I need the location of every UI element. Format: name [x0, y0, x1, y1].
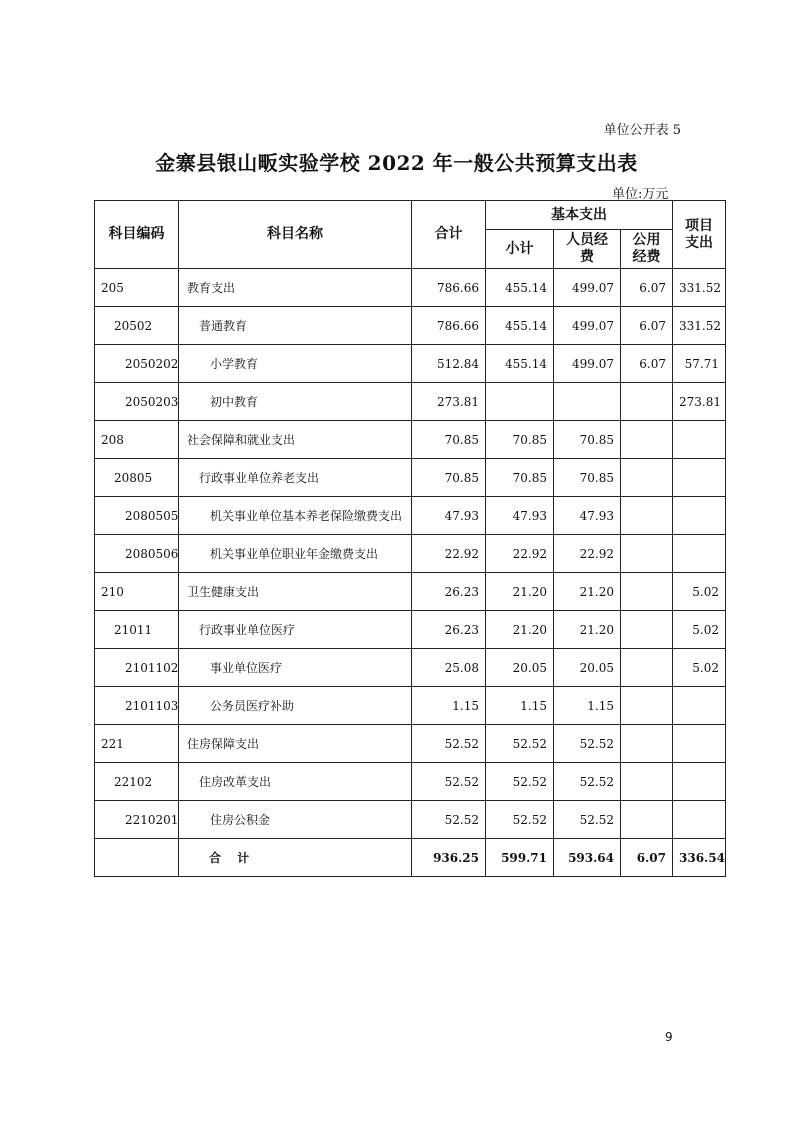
cell-total: 936.25 [412, 839, 486, 877]
cell-personnel: 20.05 [554, 649, 621, 687]
cell-total: 25.08 [412, 649, 486, 687]
cell-total: 52.52 [412, 763, 486, 801]
cell-personnel: 47.93 [554, 497, 621, 535]
cell-subtotal: 455.14 [486, 307, 554, 345]
cell-public [621, 649, 673, 687]
cell-code: 2050202 [95, 345, 179, 383]
cell-code [95, 839, 179, 877]
cell-personnel: 70.85 [554, 421, 621, 459]
cell-public [621, 763, 673, 801]
table-row [95, 573, 726, 611]
cell-personnel: 52.52 [554, 801, 621, 839]
table-row [95, 345, 726, 383]
cell-public: 6.07 [621, 345, 673, 383]
cell-subtotal: 52.52 [486, 725, 554, 763]
cell-total: 512.84 [412, 345, 486, 383]
col-header-project-text: 项目支出 [684, 217, 713, 251]
cell-total: 786.66 [412, 269, 486, 307]
cell-subtotal: 47.93 [486, 497, 554, 535]
cell-public [621, 801, 673, 839]
cell-project: 5.02 [673, 649, 726, 687]
page-number: 9 [665, 1030, 673, 1044]
cell-personnel: 1.15 [554, 687, 621, 725]
cell-subtotal: 21.20 [486, 611, 554, 649]
unit-label: 单位:万元 [612, 187, 669, 202]
cell-total: 52.52 [412, 725, 486, 763]
cell-project: 336.54 [673, 839, 726, 877]
cell-project: 273.81 [673, 383, 726, 421]
cell-subtotal: 70.85 [486, 421, 554, 459]
cell-public [621, 611, 673, 649]
table-row [95, 535, 726, 573]
cell-name: 行政事业单位医疗 [179, 611, 412, 649]
cell-project [673, 421, 726, 459]
cell-public [621, 383, 673, 421]
table-row [95, 801, 726, 839]
total-row [95, 839, 726, 877]
cell-total: 22.92 [412, 535, 486, 573]
cell-name: 社会保障和就业支出 [179, 421, 412, 459]
cell-project [673, 763, 726, 801]
table-row [95, 725, 726, 763]
cell-public [621, 497, 673, 535]
cell-personnel: 52.52 [554, 725, 621, 763]
cell-name: 教育支出 [179, 269, 412, 307]
cell-code: 2101103 [95, 687, 179, 725]
cell-subtotal: 1.15 [486, 687, 554, 725]
budget-table [94, 200, 726, 877]
table-row [95, 307, 726, 345]
cell-name: 普通教育 [179, 307, 412, 345]
table-row [95, 383, 726, 421]
table-header [95, 201, 726, 269]
cell-code: 2080506 [95, 535, 179, 573]
col-header-public-text: 公用经费 [632, 232, 661, 265]
cell-subtotal: 455.14 [486, 345, 554, 383]
cell-public [621, 725, 673, 763]
cell-code: 2101102 [95, 649, 179, 687]
cell-code: 20502 [95, 307, 179, 345]
table-row [95, 269, 726, 307]
cell-name: 住房公积金 [179, 801, 412, 839]
cell-project [673, 535, 726, 573]
cell-name: 住房改革支出 [179, 763, 412, 801]
cell-name: 卫生健康支出 [179, 573, 412, 611]
cell-public [621, 535, 673, 573]
cell-total: 26.23 [412, 573, 486, 611]
cell-project: 5.02 [673, 573, 726, 611]
cell-name: 初中教育 [179, 383, 412, 421]
cell-project: 5.02 [673, 611, 726, 649]
col-header-total: 合计 [412, 201, 486, 269]
cell-code: 22102 [95, 763, 179, 801]
cell-name: 小学教育 [179, 345, 412, 383]
cell-project [673, 459, 726, 497]
cell-personnel: 499.07 [554, 345, 621, 383]
cell-total: 1.15 [412, 687, 486, 725]
table-row [95, 763, 726, 801]
cell-project [673, 687, 726, 725]
cell-total: 786.66 [412, 307, 486, 345]
cell-total: 70.85 [412, 421, 486, 459]
cell-subtotal: 52.52 [486, 801, 554, 839]
cell-project: 331.52 [673, 269, 726, 307]
table-body [95, 269, 726, 877]
cell-code: 2210201 [95, 801, 179, 839]
cell-code: 205 [95, 269, 179, 307]
cell-project: 331.52 [673, 307, 726, 345]
cell-code: 221 [95, 725, 179, 763]
col-header-project [673, 201, 726, 269]
cell-name: 公务员医疗补助 [179, 687, 412, 725]
cell-subtotal: 52.52 [486, 763, 554, 801]
cell-subtotal: 455.14 [486, 269, 554, 307]
cell-personnel: 499.07 [554, 269, 621, 307]
cell-subtotal: 22.92 [486, 535, 554, 573]
cell-subtotal: 599.71 [486, 839, 554, 877]
col-header-name: 科目名称 [179, 201, 412, 269]
col-header-subtotal: 小计 [486, 230, 554, 269]
cell-public: 6.07 [621, 269, 673, 307]
table-row [95, 611, 726, 649]
table-row [95, 497, 726, 535]
col-header-public [621, 230, 673, 269]
col-header-basic: 基本支出 [486, 201, 673, 230]
cell-project: 57.71 [673, 345, 726, 383]
cell-name: 行政事业单位养老支出 [179, 459, 412, 497]
cell-code: 208 [95, 421, 179, 459]
cell-name: 合 计 [179, 839, 412, 877]
cell-public [621, 573, 673, 611]
cell-public [621, 421, 673, 459]
cell-total: 52.52 [412, 801, 486, 839]
cell-public [621, 687, 673, 725]
cell-total: 26.23 [412, 611, 486, 649]
cell-code: 21011 [95, 611, 179, 649]
table-row [95, 459, 726, 497]
cell-name: 事业单位医疗 [179, 649, 412, 687]
table-row [95, 649, 726, 687]
cell-subtotal: 21.20 [486, 573, 554, 611]
page-title: 金寨县银山畈实验学校 2022 年一般公共预算支出表 [155, 151, 638, 175]
table-row [95, 687, 726, 725]
cell-personnel: 499.07 [554, 307, 621, 345]
cell-personnel: 21.20 [554, 573, 621, 611]
col-header-personnel-text: 人员经费 [565, 232, 608, 265]
cell-project [673, 801, 726, 839]
table-row [95, 421, 726, 459]
col-header-personnel [554, 230, 621, 269]
cell-code: 20805 [95, 459, 179, 497]
cell-name: 机关事业单位基本养老保险缴费支出 [179, 497, 412, 535]
cell-project [673, 725, 726, 763]
cell-name: 住房保障支出 [179, 725, 412, 763]
cell-public: 6.07 [621, 839, 673, 877]
cell-total: 47.93 [412, 497, 486, 535]
table-number: 单位公开表 5 [603, 123, 681, 138]
cell-code: 2050203 [95, 383, 179, 421]
cell-total: 70.85 [412, 459, 486, 497]
cell-public [621, 459, 673, 497]
cell-total: 273.81 [412, 383, 486, 421]
cell-personnel [554, 383, 621, 421]
cell-name: 机关事业单位职业年金缴费支出 [179, 535, 412, 573]
col-header-code: 科目编码 [95, 201, 179, 269]
cell-subtotal: 70.85 [486, 459, 554, 497]
cell-personnel: 21.20 [554, 611, 621, 649]
cell-personnel: 52.52 [554, 763, 621, 801]
cell-personnel: 593.64 [554, 839, 621, 877]
cell-subtotal: 20.05 [486, 649, 554, 687]
cell-code: 210 [95, 573, 179, 611]
cell-personnel: 22.92 [554, 535, 621, 573]
cell-code: 2080505 [95, 497, 179, 535]
cell-subtotal [486, 383, 554, 421]
cell-project [673, 497, 726, 535]
cell-personnel: 70.85 [554, 459, 621, 497]
cell-public: 6.07 [621, 307, 673, 345]
